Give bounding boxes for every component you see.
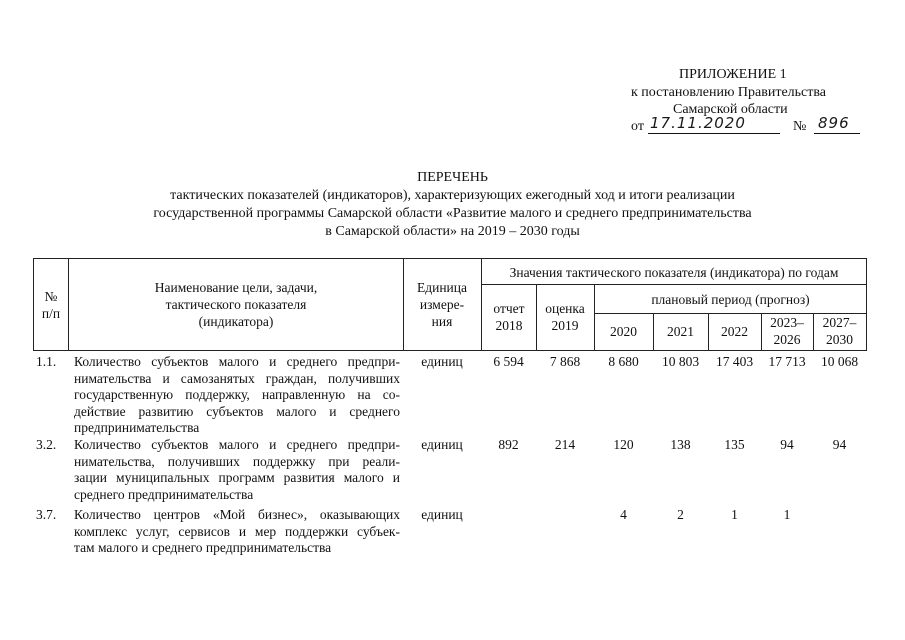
row-unit: единиц <box>421 354 463 369</box>
date-prefix: от <box>631 119 644 134</box>
value-2020: 8 680 <box>608 354 639 369</box>
header-values-group: Значения тактического показателя (индикатора) по годам <box>509 265 839 280</box>
appendix-title: ПРИЛОЖЕНИЕ 1 <box>679 67 787 82</box>
value-2018: 892 <box>498 437 519 452</box>
header-unit-line2: измере- <box>419 297 465 312</box>
row-unit: единиц <box>421 437 463 452</box>
name-line: среднего предпринимательства <box>74 486 254 502</box>
header-name <box>69 279 403 330</box>
value-2022: 1 <box>731 507 738 522</box>
title-line-2: государственной программы Самарской области «Развитие малого и среднего предпринимательства <box>153 206 752 221</box>
value-2021: 2 <box>677 507 684 522</box>
header-y2027-line2: 2030 <box>826 332 853 347</box>
name-line: комплекс услуг, сервисов и мер поддержки субъек- <box>74 523 400 539</box>
grid-values-divider <box>481 284 867 285</box>
row-indicator-name <box>74 507 400 557</box>
document-heading: ПЕРЕЧЕНЬ <box>417 170 488 185</box>
value-2023-2026: 17 713 <box>768 354 806 369</box>
header-num-line1: № <box>44 289 58 304</box>
header-years-2027-2030 <box>813 314 866 348</box>
value-2019: 214 <box>554 437 576 452</box>
header-num-line2: п/п <box>41 306 61 321</box>
appendix-decree-line: к постановлению Правительства <box>631 85 827 100</box>
row-unit: единиц <box>421 507 463 522</box>
header-year-2021: 2021 <box>667 324 694 339</box>
header-estimate-line1: оценка <box>545 301 585 316</box>
number-underline <box>814 133 860 134</box>
name-line: Количество центров «Мой бизнес», оказывающих <box>74 507 400 522</box>
value-2020: 120 <box>613 437 634 452</box>
title-line-3: в Самарской области» на 2019 – 2030 годы <box>325 224 580 239</box>
header-num <box>33 288 69 322</box>
name-line: там малого и среднего предпринимательства <box>74 540 332 555</box>
header-estimate-line2: 2019 <box>551 318 579 333</box>
date-underline <box>648 133 780 134</box>
number-prefix: № <box>793 119 807 134</box>
header-year-2020: 2020 <box>610 324 637 339</box>
header-plan-group: плановый период (прогноз) <box>651 292 810 307</box>
grid-top <box>33 258 867 259</box>
header-estimate <box>536 300 594 334</box>
value-2020: 4 <box>620 507 627 522</box>
title-line-1: тактических показателей (индикаторов), характеризующих ежегодный ход и итоги реализации <box>170 188 735 203</box>
header-name-line1: Наименование цели, задачи, <box>154 280 318 295</box>
value-2021: 138 <box>670 437 691 452</box>
name-line: нимательства, получивших поддержку при реали- <box>74 453 400 469</box>
header-name-line2: тактического показателя <box>165 297 307 312</box>
row-number: 1.1. <box>36 354 57 369</box>
header-year-2022: 2022 <box>721 324 748 339</box>
value-2022: 135 <box>724 437 745 452</box>
appendix-region-line: Самарской области <box>673 102 788 117</box>
name-line: действие развитию субъектов малого и среднего <box>74 403 400 419</box>
handwritten-date: 17.11.2020 <box>650 114 746 132</box>
value-2019: 7 868 <box>549 354 581 369</box>
row-number: 3.7. <box>36 507 57 522</box>
value-2022: 17 403 <box>715 354 754 369</box>
header-y2023-line2: 2026 <box>773 332 801 347</box>
row-indicator-name <box>74 437 400 503</box>
value-2027-2030: 94 <box>832 437 847 452</box>
row-indicator-name <box>74 354 400 437</box>
header-unit-line3: ния <box>431 314 453 329</box>
name-line: государственную поддержку, направленную на со- <box>74 387 400 402</box>
header-unit <box>403 279 481 330</box>
value-2027-2030: 10 068 <box>820 354 859 369</box>
header-years-2023-2026 <box>761 314 813 348</box>
name-line: Количество субъектов малого и среднего предпри- <box>74 437 400 452</box>
value-2018: 6 594 <box>493 354 524 369</box>
name-line: зации муниципальных программ развития малого и <box>74 470 400 485</box>
header-y2023-line1: 2023– <box>770 315 804 330</box>
name-line: нимательства и самозанятых граждан, получивших <box>74 370 400 386</box>
name-line: Количество субъектов малого и среднего предпри- <box>74 354 400 369</box>
value-2021: 10 803 <box>661 354 700 369</box>
grid-header-bottom <box>33 350 867 351</box>
value-2023-2026: 1 <box>783 507 791 522</box>
name-line: предпринимательства <box>74 420 200 435</box>
handwritten-number: 896 <box>818 114 850 132</box>
header-report <box>481 300 537 334</box>
header-report-line1: отчет <box>493 301 525 316</box>
header-report-line2: 2018 <box>495 318 523 333</box>
header-y2027-line1: 2027– <box>822 315 857 330</box>
row-number: 3.2. <box>36 437 57 452</box>
header-name-line3: (индикатора) <box>198 314 274 329</box>
value-2023-2026: 94 <box>780 437 794 452</box>
header-unit-line1: Единица <box>416 280 467 295</box>
